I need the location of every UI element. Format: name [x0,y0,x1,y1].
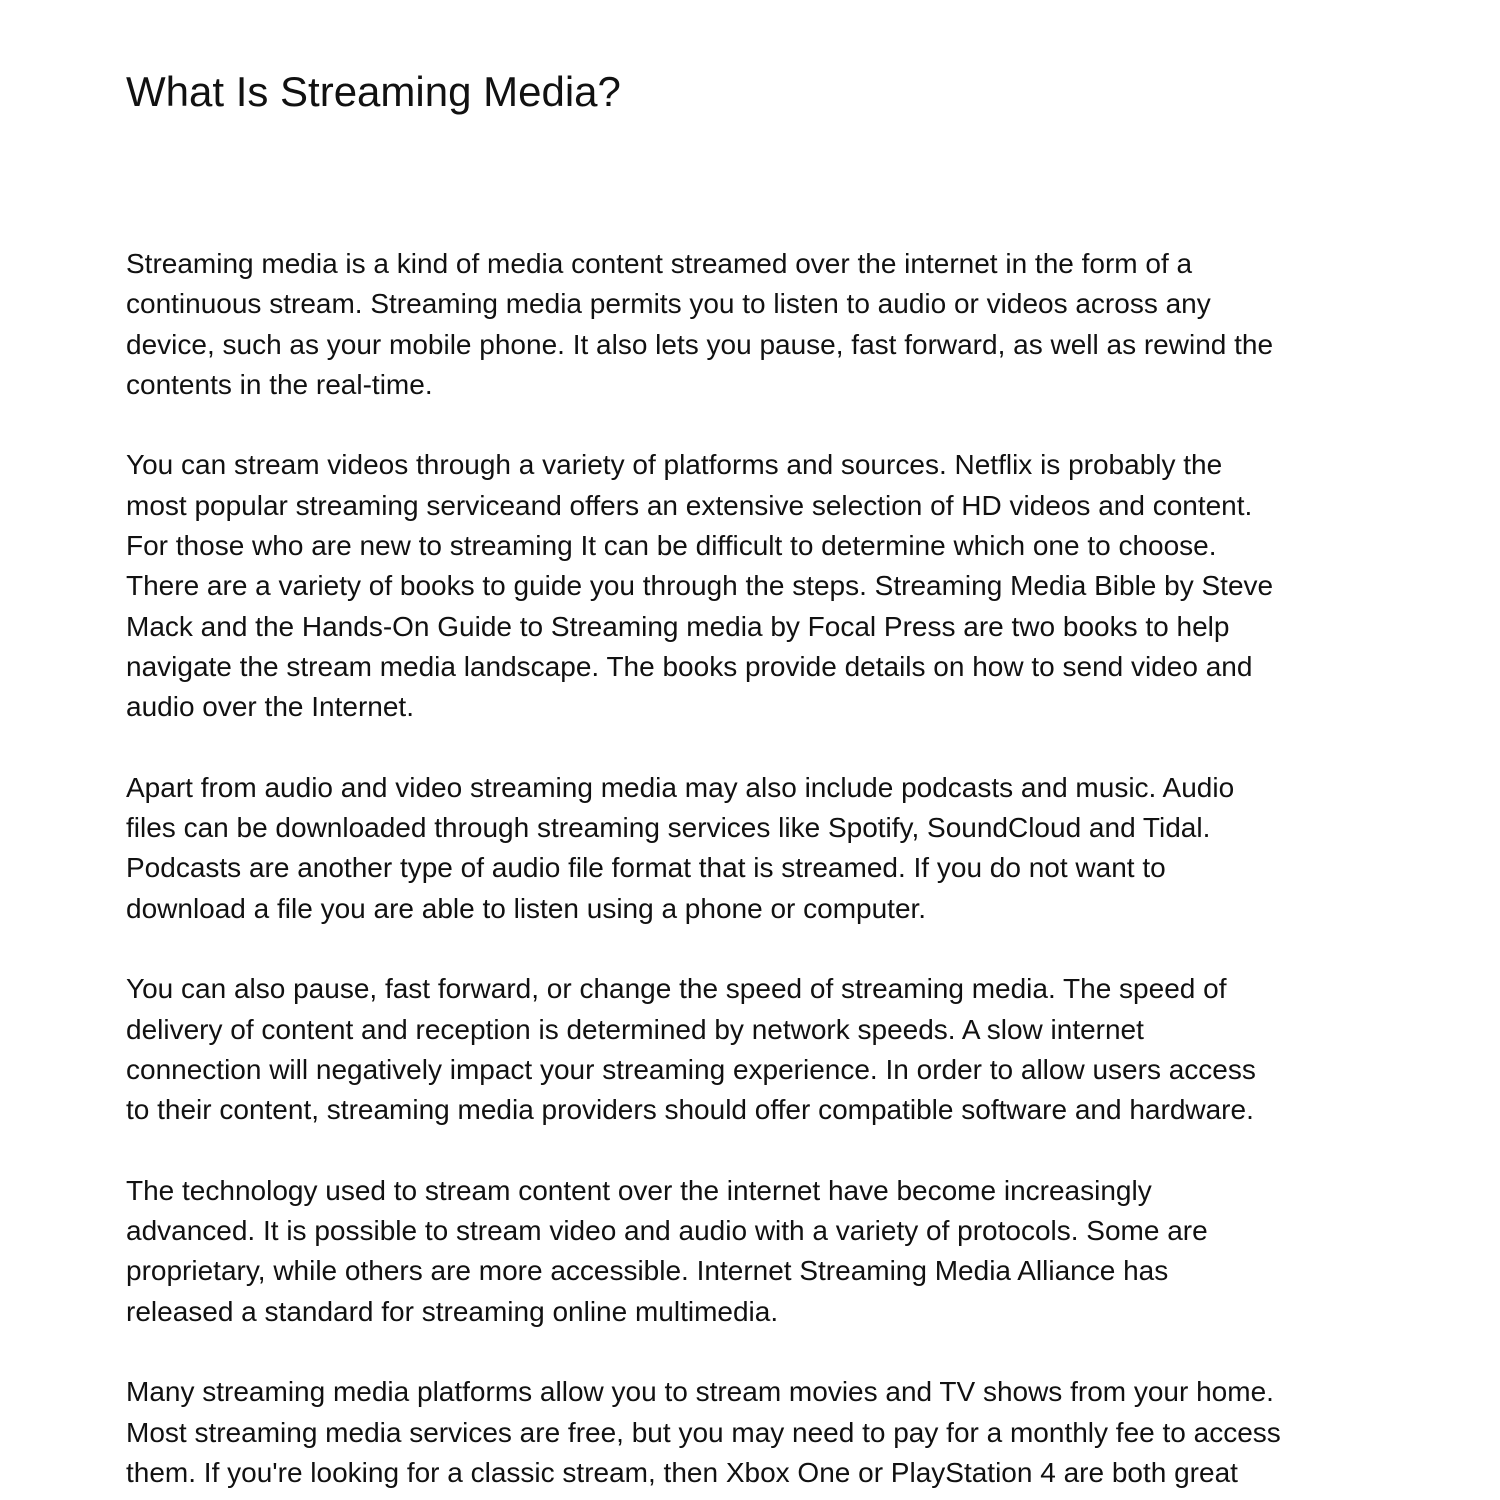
text-line: Mack and the Hands-On Guide to Streaming media by Focal Press are two books to help [126,610,1230,642]
text-line: audio over the Internet. [126,691,414,723]
text-line: You can also pause, fast forward, or change the speed of streaming media. The speed of [126,973,1227,1005]
text-line: to their content, streaming media providers should offer compatible software and hardware. [126,1094,1254,1126]
paragraph-1 [126,244,1386,405]
text-line: most popular streaming serviceand offers an extensive selection of HD videos and content. [126,489,1253,521]
text-line: connection will negatively impact your streaming experience. In order to allow users access [126,1053,1256,1085]
text-line: navigate the stream media landscape. The books provide details on how to send video and [126,650,1253,682]
paragraph-4 [126,969,1386,1130]
page-title: What Is Streaming Media? [126,68,621,115]
paragraph-5 [126,1171,1386,1332]
text-line: Podcasts are another type of audio file format that is streamed. If you do not want to [126,852,1166,884]
text-line: them. If you're looking for a classic stream, then Xbox One or PlayStation 4 are both great [126,1456,1238,1488]
text-line: device, such as your mobile phone. It also lets you pause, fast forward, as well as rewind the [126,328,1274,360]
text-line: Apart from audio and video streaming media may also include podcasts and music. Audio [126,771,1235,803]
text-line: download a file you are able to listen using a phone or computer. [126,892,927,924]
text-line: Streaming media is a kind of media content streamed over the internet in the form of a [126,248,1193,279]
text-line: There are a variety of books to guide you through the steps. Streaming Media Bible by Steve [126,570,1274,602]
text-line: The technology used to stream content over the internet have become increasingly [126,1174,1152,1206]
text-line: files can be downloaded through streaming services like Spotify, SoundCloud and Tidal. [126,812,1211,844]
paragraph-3 [126,768,1386,929]
text-line: proprietary, while others are more accessible. Internet Streaming Media Alliance has [126,1255,1169,1287]
text-line: advanced. It is possible to stream video and audio with a variety of protocols. Some are [126,1215,1208,1247]
text-line: contents in the real-time. [126,368,433,400]
paragraph-6 [126,1372,1386,1493]
text-line: Many streaming media platforms allow you to stream movies and TV shows from your home. [126,1376,1274,1408]
paragraph-2 [126,445,1386,727]
text-line: delivery of content and reception is determined by network speeds. A slow internet [126,1013,1144,1045]
article-body [126,244,1386,1500]
text-line: continuous stream. Streaming media permits you to listen to audio or videos across any [126,288,1211,320]
text-line: For those who are new to streaming It can be difficult to determine which one to choose. [126,530,1217,562]
text-line: You can stream videos through a variety of platforms and sources. Netflix is probably the [126,449,1223,481]
text-line: released a standard for streaming online multimedia. [126,1295,779,1327]
text-line: Most streaming media services are free, but you may need to pay for a monthly fee to access [126,1416,1281,1448]
